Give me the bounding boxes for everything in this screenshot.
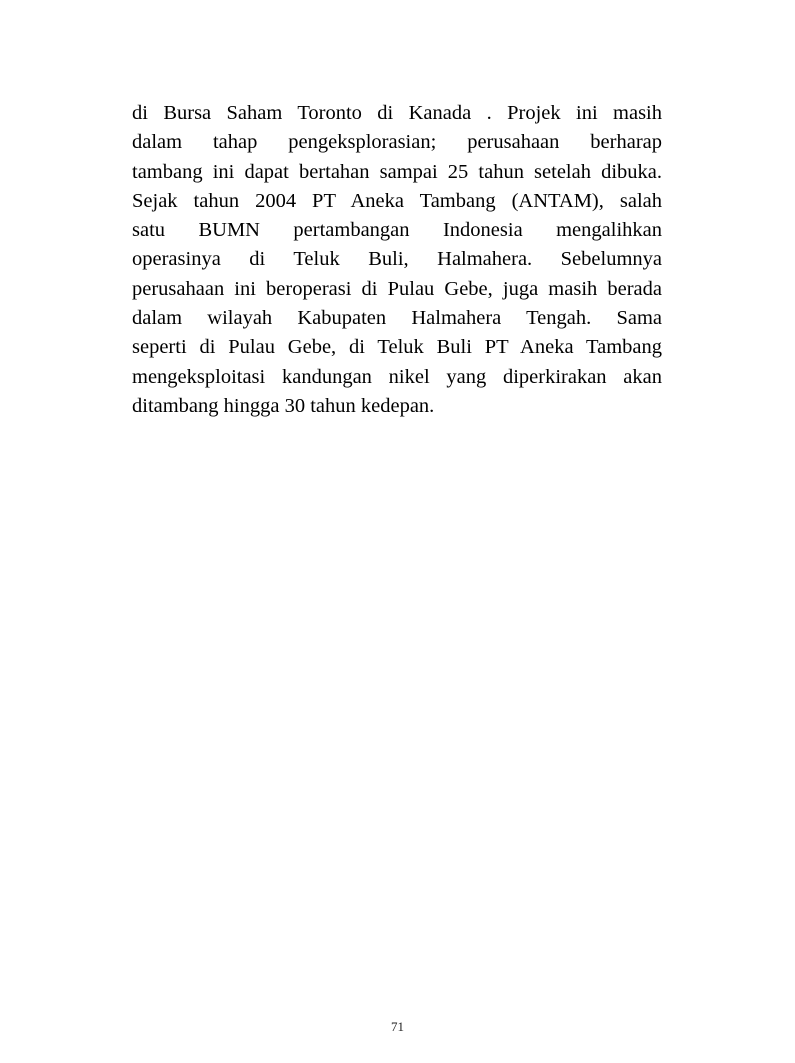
body-paragraph [132, 99, 662, 421]
paragraph-line: tambang ini dapat bertahan sampai 25 tahun setelah dibuka. [132, 160, 662, 183]
page-number: 71 [391, 1019, 404, 1034]
paragraph-line: dalam wilayah Kabupaten Halmahera Tengah. Sama [132, 307, 662, 330]
paragraph-line: perusahaan ini beroperasi di Pulau Gebe, juga masih berada [132, 277, 662, 300]
paragraph-line: seperti di Pulau Gebe, di Teluk Buli PT Aneka Tambang [132, 336, 662, 359]
paragraph-line: mengeksploitasi kandungan nikel yang diperkirakan akan [132, 365, 662, 388]
paragraph-line: dalam tahap pengeksplorasian; perusahaan berharap [132, 131, 662, 154]
paragraph-line: di Bursa Saham Toronto di Kanada . Projek ini masih [132, 102, 662, 124]
paragraph-line: operasinya di Teluk Buli, Halmahera. Sebelumnya [132, 248, 662, 271]
paragraph-line: Sejak tahun 2004 PT Aneka Tambang (ANTAM), salah [132, 189, 662, 212]
paragraph-line: ditambang hingga 30 tahun kedepan. [132, 394, 435, 417]
paragraph-line: satu BUMN pertambangan Indonesia mengalihkan [132, 219, 662, 242]
